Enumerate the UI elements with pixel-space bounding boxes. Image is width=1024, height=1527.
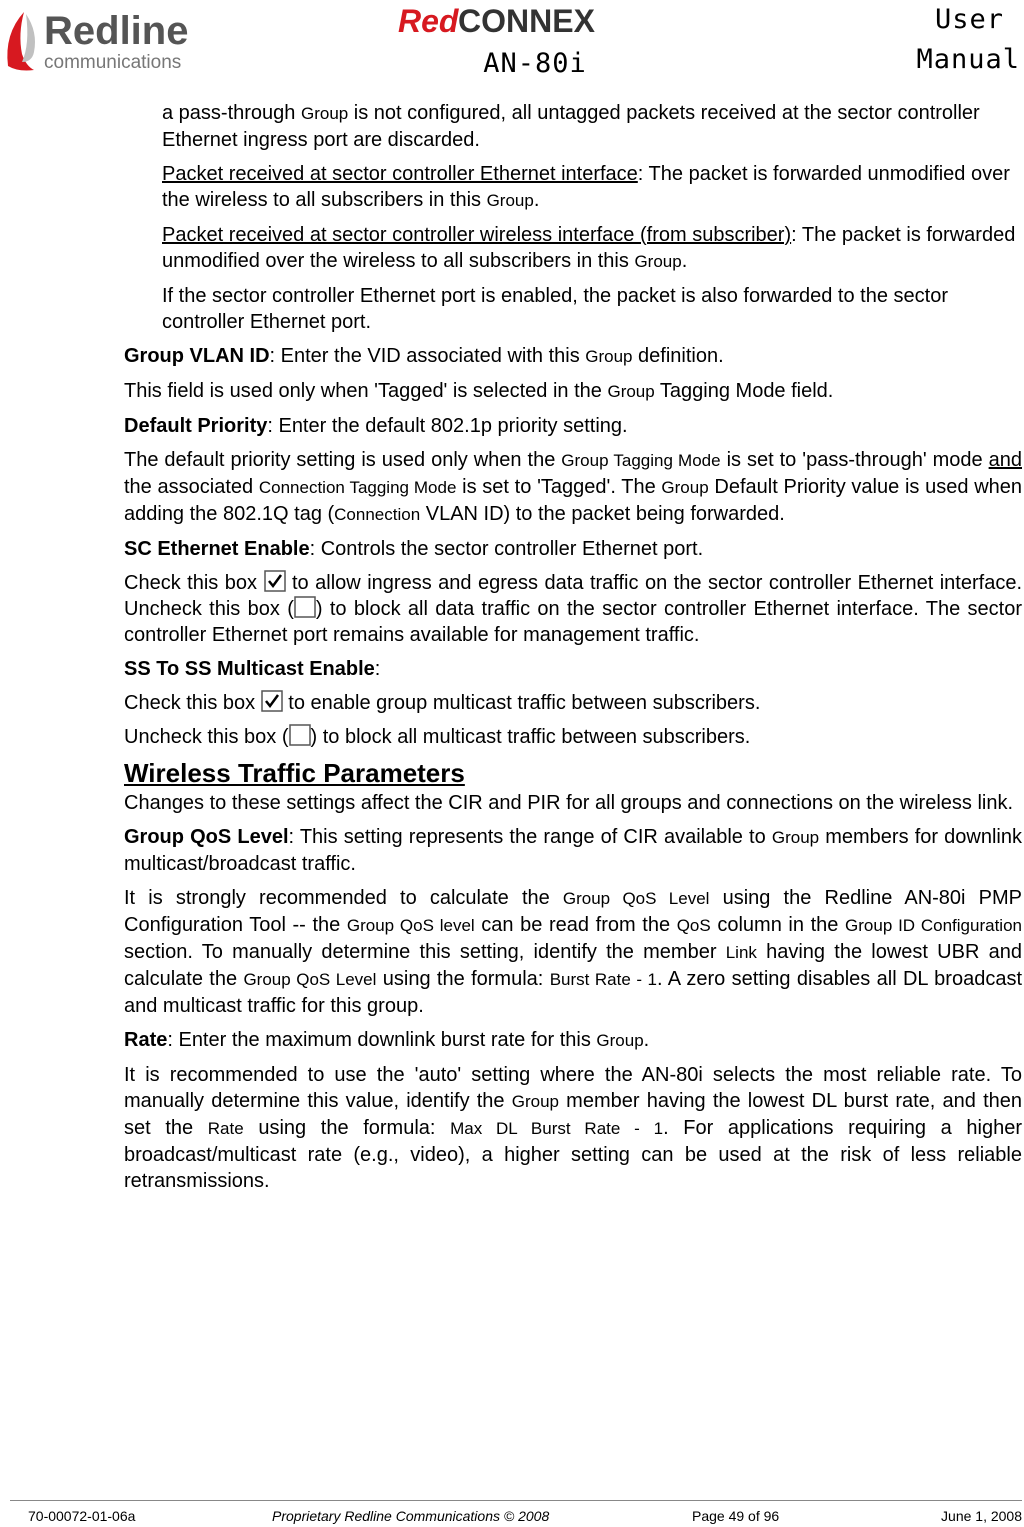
paragraph: Default Priority: Enter the default 802.1p priority setting. xyxy=(124,415,628,437)
svg-text:Red: Red xyxy=(398,3,459,38)
page-header xyxy=(0,0,1024,92)
paragraph: SS To SS Multicast Enable: xyxy=(124,658,381,680)
paragraph: Packet received at sector controller Ethernet interface: The packet is forwarded unmodified over the wireless to all subscribers in this Group. xyxy=(162,163,1010,211)
svg-text:Redline: Redline xyxy=(44,9,189,53)
redline-logo xyxy=(4,4,224,76)
checked-checkbox-icon xyxy=(261,690,283,712)
unchecked-checkbox-icon xyxy=(289,724,311,746)
svg-text:CONNEX: CONNEX xyxy=(458,3,595,38)
copyright: Proprietary Redline Communications © 2008 xyxy=(272,1508,550,1524)
paragraph: Changes to these settings affect the CIR and PIR for all groups and connections on the wireless link. xyxy=(124,792,1014,814)
svg-text:communications: communications xyxy=(44,52,182,73)
section-heading: Wireless Traffic Parameters xyxy=(124,758,465,788)
product-name: AN-80i xyxy=(483,48,587,79)
manual-title-line1: User xyxy=(934,4,1004,35)
paragraph: a pass-through Group is not configured, all untagged packets received at the sector controller Ethernet ingress port are discarded. xyxy=(162,102,980,151)
manual-title-line2: Manual xyxy=(916,44,1020,75)
checked-checkbox-icon xyxy=(264,570,286,592)
paragraph: Check this box to allow ingress and egress data traffic on the sector controller Ethernet interface. Uncheck this box ( ) to block all data traffic on the sector controller Ethernet interface. The sector controller Ethernet port remains available for management traffic. xyxy=(124,572,1023,646)
paragraph: Group VLAN ID: Enter the VID associated with this Group definition. xyxy=(124,345,724,367)
paragraph: Packet received at sector controller wireless interface (from subscriber): The packet is forwarded unmodified over the wireless to all subscribers in this Group. xyxy=(162,224,1016,272)
unchecked-checkbox-icon xyxy=(294,596,316,618)
paragraph: Group QoS Level: This setting represents the range of CIR available to Group members for downlink multicast/broadcast traffic. xyxy=(124,826,1022,875)
doc-number: 70-00072-01-06a xyxy=(28,1508,136,1524)
paragraph: This field is used only when 'Tagged' is selected in the Group Tagging Mode field. xyxy=(124,380,834,402)
paragraph: Uncheck this box ( ) to block all multicast traffic between subscribers. xyxy=(124,726,751,748)
paragraph: It is recommended to use the 'auto' setting where the AN-80i selects the most reliable rate. To manually determine this value, identify the Group member having the lowest DL burst rate, and then set the Rate using the formula: Max DL Burst Rate - 1. For applications requiring a higher broadcast/multicast rate (e.g., video), a higher setting can be used at the risk of less reliable retransmissions. xyxy=(124,1064,1022,1192)
paragraph: If the sector controller Ethernet port is enabled, the packet is also forwarded to the sector controller Ethernet port. xyxy=(162,285,948,333)
page-number: Page 49 of 96 xyxy=(692,1508,780,1524)
paragraph: Check this box to enable group multicast traffic between subscribers. xyxy=(124,692,761,714)
paragraph: It is strongly recommended to calculate the Group QoS Level using the Redline AN-80i PMP Configuration Tool -- the Group QoS level can be read from the QoS column in the Group ID Configuration section. To manually determine this setting, identify the member Link having the lowest UBR and calculate the Group QoS Level using the formula: Burst Rate - 1. A zero setting disables all DL broadcast and multicast traffic for this group. xyxy=(124,887,1022,1017)
paragraph: SC Ethernet Enable: Controls the sector controller Ethernet port. xyxy=(124,538,704,560)
redconnex-logo xyxy=(398,2,678,38)
page-footer xyxy=(10,1500,1022,1523)
paragraph: The default priority setting is used only when the Group Tagging Mode is set to 'pass-through' mode and the associated Connection Tagging Mode is set to 'Tagged'. The Group Default Priority value is used when adding the 802.1Q tag (Connection VLAN ID) to the packet being forwarded. xyxy=(124,449,1023,525)
doc-date: June 1, 2008 xyxy=(941,1508,1022,1524)
page-content xyxy=(124,100,1022,1202)
paragraph: Rate: Enter the maximum downlink burst rate for this Group. xyxy=(124,1029,650,1051)
